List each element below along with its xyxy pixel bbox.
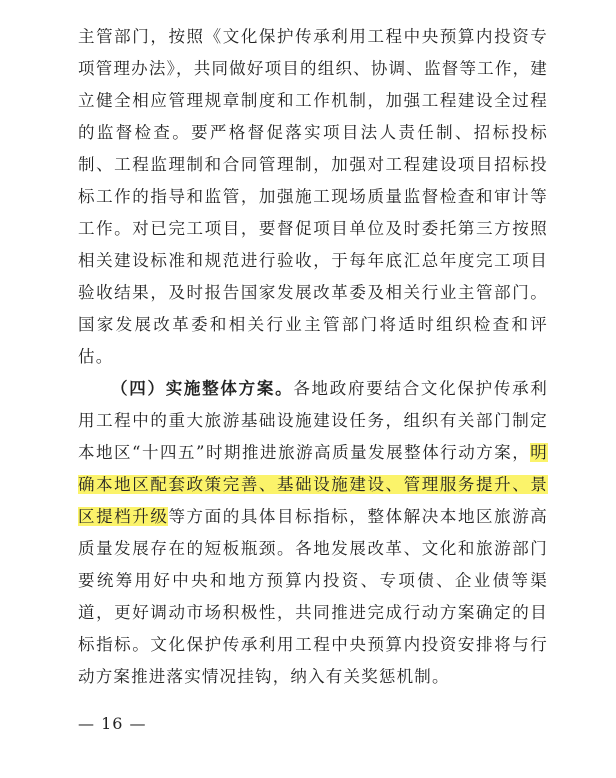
paragraph-1: 主管部门，按照《文化保护传承利用工程中央预算内投资专项管理办法》，共同做好项目的组织、协调、监督等工作，建立健全相应管理规章制度和工作机制，加强工程建设全过程的监督检查。要严格督促落实项目法人责任制、招标投标制、工程监理制和合同管理制，加强对工程建设项目招标投标工作的指导和监管，加强施工现场质量监督检查和审计等工作。对已完工项目，要督促项目单位及时委托第三方按照相关建设标准和规范进行验收，于每年底汇总年度完工项目验收结果，及时报告国家发展改革委及相关行业主管部门。国家发展改革委和相关行业主管部门将适时组织检查和评估。 [78, 27, 548, 366]
paragraph-2-text-after: 等方面的具体目标指标，整体解决本地区旅游高质量发展存在的短板瓶颈。各地发展改革、文化和旅游部门要统筹用好中央和地方预算内投资、专项债、企业债等渠道，更好调动市场积极性，共同推进完成行动方案确定的目标指标。文化保护传承利用工程中央预算内投资安排将与行动方案推进落实情况挂钩，纳入有关奖惩机制。 [78, 507, 549, 686]
paragraph-2 [78, 373, 548, 693]
section-heading: （四）实施整体方案。 [111, 379, 294, 398]
page-number: — 16 — [78, 714, 147, 733]
document-body [78, 21, 548, 693]
paragraph-2-text-before: 各地政府要结合文化保护传承利用工程中的重大旅游基础设施建设任务，组织有关部门制定本地区“十四五”时期推进旅游高质量发展整体行动方案， [78, 379, 549, 462]
highlighted-text: 明确本地区配套政策完善、基础设施建设、管理服务提升、景区提档升级 [78, 443, 548, 526]
